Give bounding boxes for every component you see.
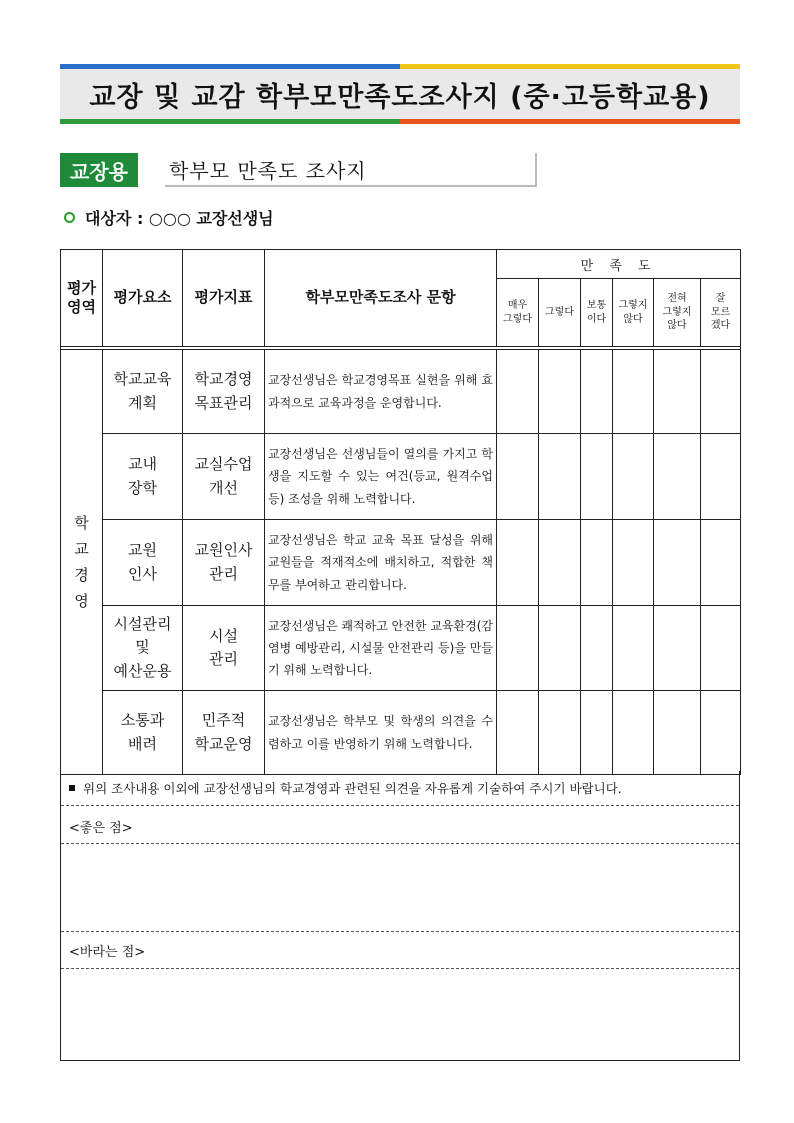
rating-cell[interactable]: [701, 350, 741, 434]
scale-neutral: 보통 이다: [581, 279, 613, 347]
question-cell: 교장선생님은 쾌적하고 안전한 교육환경(감염병 예방관리, 시설물 안전관리 등)을 만들기 위해 노력합니다.: [265, 606, 497, 691]
scale-dont-know: 잘 모르 겠다: [701, 279, 741, 347]
dashed-divider: [61, 805, 739, 806]
element-cell: 교원 인사: [103, 520, 183, 606]
rating-cell[interactable]: [497, 606, 539, 691]
indicator-cell: 민주적 학교운영: [183, 691, 265, 775]
rating-cell[interactable]: [497, 350, 539, 434]
page-title: 교장 및 교감 학부모만족도조사지 (중·고등학교용): [89, 81, 711, 113]
rating-cell[interactable]: [497, 434, 539, 520]
rating-cell[interactable]: [613, 606, 654, 691]
element-cell: 시설관리 및 예산운용: [103, 606, 183, 691]
table-row: [61, 520, 741, 606]
rating-cell[interactable]: [613, 434, 654, 520]
scale-agree: 그렇다: [539, 279, 581, 347]
rating-cell[interactable]: [539, 350, 581, 434]
table-row: [61, 606, 741, 691]
target-line: [64, 206, 274, 229]
indicator-cell: 학교경영 목표관리: [183, 350, 265, 434]
rating-cell[interactable]: [701, 691, 741, 775]
title-box: [60, 69, 740, 119]
rating-cell[interactable]: [581, 520, 613, 606]
survey-subtitle: 학부모 만족도 조사지: [165, 153, 537, 187]
comment-instruction: 위의 조사내용 이외에 교장선생님의 학교경영과 관련된 의견을 자유롭게 기술하여 주시기 바랍니다.: [69, 779, 622, 797]
ring-bullet-icon: [64, 212, 75, 223]
element-cell: 교내 장학: [103, 434, 183, 520]
rating-cell[interactable]: [654, 350, 701, 434]
rating-cell[interactable]: [613, 350, 654, 434]
good-points-label: <좋은 점>: [69, 821, 133, 836]
rating-cell[interactable]: [654, 606, 701, 691]
header-indicator: 평가지표: [183, 250, 265, 347]
title-banner: [60, 64, 740, 124]
wish-points-area[interactable]: [61, 969, 739, 1059]
header-question: 학부모만족도조사 문항: [265, 250, 497, 347]
survey-table: [60, 249, 741, 775]
scale-disagree: 그렇지 않다: [613, 279, 654, 347]
scale-very-agree: 매우 그렇다: [497, 279, 539, 347]
title-bottom-stripe: [60, 119, 740, 124]
area-cell: 학 교 경 영: [61, 350, 103, 775]
comment-section: [60, 771, 740, 1061]
header-area: 평가 영역: [61, 250, 103, 347]
rating-cell[interactable]: [581, 691, 613, 775]
table-row: [61, 434, 741, 520]
rating-cell[interactable]: [701, 606, 741, 691]
scale-strongly-disagree: 전혀 그렇지 않다: [654, 279, 701, 347]
rating-cell[interactable]: [654, 691, 701, 775]
indicator-cell: 교원인사 관리: [183, 520, 265, 606]
element-cell: 학교교육 계획: [103, 350, 183, 434]
table-row: [61, 691, 741, 775]
header-element: 평가요소: [103, 250, 183, 347]
question-cell: 교장선생님은 학부모 및 학생의 의견을 수렴하고 이를 반영하기 위해 노력합니다.: [265, 691, 497, 775]
square-bullet-icon: [69, 785, 75, 791]
rating-cell[interactable]: [613, 520, 654, 606]
question-cell: 교장선생님은 학교경영목표 실현을 위해 효과적으로 교육과정을 운영합니다.: [265, 350, 497, 434]
rating-cell[interactable]: [539, 434, 581, 520]
dashed-divider: [61, 931, 739, 932]
wish-points-label: <바라는 점>: [69, 945, 146, 960]
rating-cell[interactable]: [701, 434, 741, 520]
indicator-cell: 시설 관리: [183, 606, 265, 691]
rating-cell[interactable]: [581, 350, 613, 434]
target-label: 대상자 : ○○○ 교장선생님: [85, 209, 274, 228]
rating-cell[interactable]: [701, 520, 741, 606]
principal-badge: 교장용: [60, 153, 138, 187]
indicator-cell: 교실수업 개선: [183, 434, 265, 520]
rating-cell[interactable]: [613, 691, 654, 775]
rating-cell[interactable]: [539, 606, 581, 691]
table-row: [61, 350, 741, 434]
rating-cell[interactable]: [581, 606, 613, 691]
question-cell: 교장선생님은 선생님들이 열의를 가지고 학생을 지도할 수 있는 여건(등교, 원격수업 등) 조성을 위해 노력합니다.: [265, 434, 497, 520]
rating-cell[interactable]: [497, 691, 539, 775]
rating-cell[interactable]: [654, 434, 701, 520]
rating-cell[interactable]: [497, 520, 539, 606]
good-points-area[interactable]: [61, 844, 739, 930]
question-cell: 교장선생님은 학교 교육 목표 달성을 위해 교원들을 적재적소에 배치하고, 적합한 책무를 부여하고 관리합니다.: [265, 520, 497, 606]
rating-cell[interactable]: [654, 520, 701, 606]
rating-cell[interactable]: [581, 434, 613, 520]
rating-cell[interactable]: [539, 691, 581, 775]
rating-cell[interactable]: [539, 520, 581, 606]
header-satisfaction: 만 족 도: [497, 250, 741, 279]
element-cell: 소통과 배려: [103, 691, 183, 775]
